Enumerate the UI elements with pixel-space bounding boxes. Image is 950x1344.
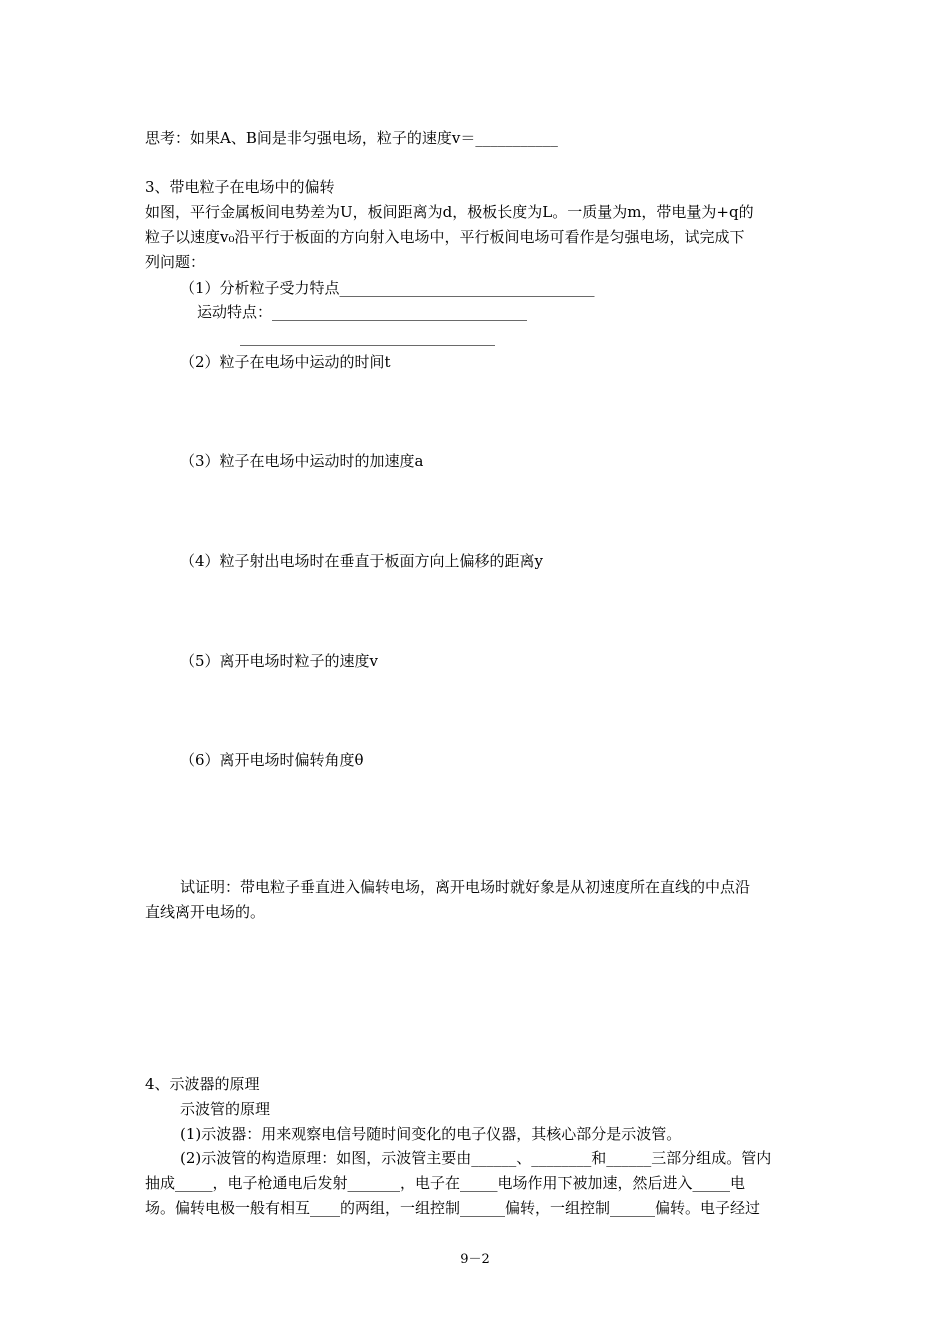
question-2: （2）粒子在电场中运动的时间t <box>180 353 391 371</box>
proof-line-1: 试证明：带电粒子垂直进入偏转电场，离开电场时就好象是从初速度所在直线的中点沿 <box>180 878 751 896</box>
question-6: （6）离开电场时偏转角度θ <box>180 751 364 769</box>
section4-subtitle: 示波管的原理 <box>180 1100 271 1118</box>
question-5: （5）离开电场时粒子的速度v <box>180 652 379 670</box>
section4-paragraph-2-line-3: 场。偏转电极一般有相互____的两组，一组控制______偏转，一组控制______偏转。电子经过 <box>145 1199 761 1217</box>
question-1: （1）分析粒子受力特点__________________________________ <box>180 279 595 297</box>
question-1-blank: __________________________________ <box>240 328 495 346</box>
section3-title: 3、带电粒子在电场中的偏转 <box>145 178 335 196</box>
section3-intro-line-3: 列问题： <box>145 253 206 271</box>
question-4: （4）粒子射出电场时在垂直于板面方向上偏移的距离y <box>180 552 544 570</box>
section4-paragraph-2-line-1: (2)示波管的构造原理：如图，示波管主要由______、________和______三部分组成。管内 <box>180 1149 772 1167</box>
page-number: 9－2 <box>460 1252 490 1267</box>
question-3: （3）粒子在电场中运动时的加速度a <box>180 452 424 470</box>
section4-paragraph-2-line-2: 抽成_____，电子枪通电后发射_______，电子在_____电场作用下被加速，然后进入_____电 <box>145 1174 746 1192</box>
proof-line-2: 直线离开电场的。 <box>145 903 266 921</box>
think-question: 思考：如果A、B间是非匀强电场，粒子的速度v＝___________ <box>145 129 558 147</box>
section4-title: 4、示波器的原理 <box>145 1075 260 1093</box>
question-1-motion: 运动特点：__________________________________ <box>197 303 528 321</box>
section4-paragraph-1: (1)示波器：用来观察电信号随时间变化的电子仪器，其核心部分是示波管。 <box>180 1125 682 1143</box>
section3-intro-line-1: 如图，平行金属板间电势差为U，板间距离为d，极板长度为L。一质量为m，带电量为+q的 <box>145 203 754 221</box>
section3-intro-line-2: 粒子以速度v₀沿平行于板面的方向射入电场中，平行板间电场可看作是匀强电场，试完成下 <box>145 228 745 246</box>
